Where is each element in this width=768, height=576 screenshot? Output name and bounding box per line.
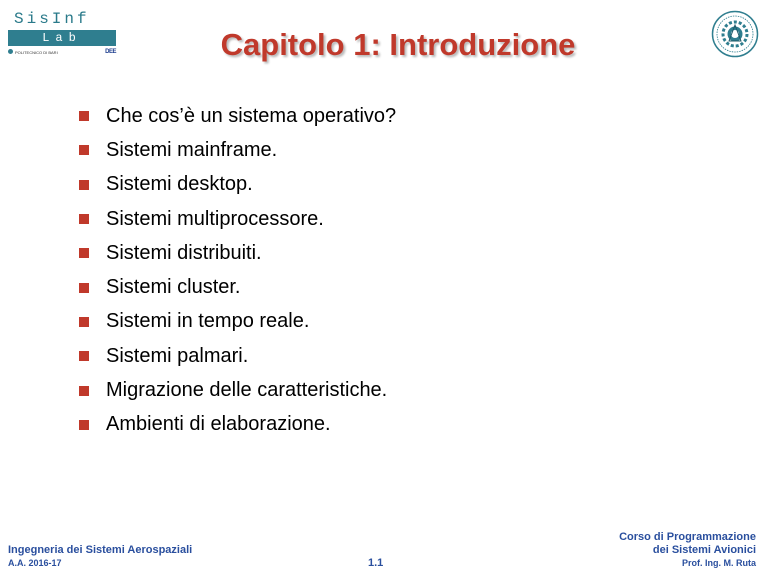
list-item (79, 305, 396, 339)
square-bullet-icon (79, 248, 89, 258)
square-bullet-icon (79, 420, 89, 430)
square-bullet-icon (79, 317, 89, 327)
list-item (79, 202, 396, 236)
logo-name-top: SisInf (14, 10, 90, 28)
academic-year: A.A. 2016-17 (8, 558, 62, 568)
list-item-text: Ambienti di elaborazione. (106, 413, 331, 436)
list-item (79, 99, 396, 133)
list-item (79, 133, 396, 167)
square-bullet-icon (79, 283, 89, 293)
list-item-text: Sistemi multiprocessore. (106, 207, 324, 230)
list-item (79, 168, 396, 202)
list-item (79, 270, 396, 304)
course-name-line2: dei Sistemi Avionici (652, 544, 756, 556)
list-item-text: Sistemi cluster. (106, 276, 241, 299)
square-bullet-icon (79, 180, 89, 190)
course-name-line1: Corso di Programmazione (619, 531, 756, 543)
list-item-text: Sistemi in tempo reale. (106, 310, 310, 333)
square-bullet-icon (79, 351, 89, 361)
list-item (79, 339, 396, 373)
list-item (79, 236, 396, 270)
logo-institution: POLITECNICO DI BARI (8, 49, 58, 55)
degree-course: Ingegneria dei Sistemi Aerospaziali (8, 544, 193, 556)
slide-title: Capitolo 1: Introduzione (220, 27, 576, 62)
list-item-text: Migrazione delle caratteristiche. (106, 379, 388, 402)
list-item (79, 408, 396, 442)
list-item-text: Sistemi palmari. (106, 344, 249, 367)
square-bullet-icon (79, 111, 89, 121)
square-bullet-icon (79, 386, 89, 396)
topic-list (79, 99, 396, 442)
list-item-text: Sistemi desktop. (106, 173, 253, 196)
page-number: 1.1 (368, 557, 384, 569)
university-seal-icon (711, 10, 759, 58)
square-bullet-icon (79, 145, 89, 155)
list-item-text: Che cos’è un sistema operativo? (106, 104, 397, 127)
logo-name-bottom: Lab (8, 30, 116, 46)
footer-course-right (619, 531, 756, 570)
department-mark: DEE (105, 49, 116, 55)
square-bullet-icon (79, 214, 89, 224)
professor-name: Prof. Ing. M. Ruta (682, 558, 756, 568)
list-item-text: Sistemi distribuiti. (106, 241, 262, 264)
list-item (79, 373, 396, 407)
footer-course-left (8, 544, 192, 570)
list-item-text: Sistemi mainframe. (106, 138, 278, 161)
